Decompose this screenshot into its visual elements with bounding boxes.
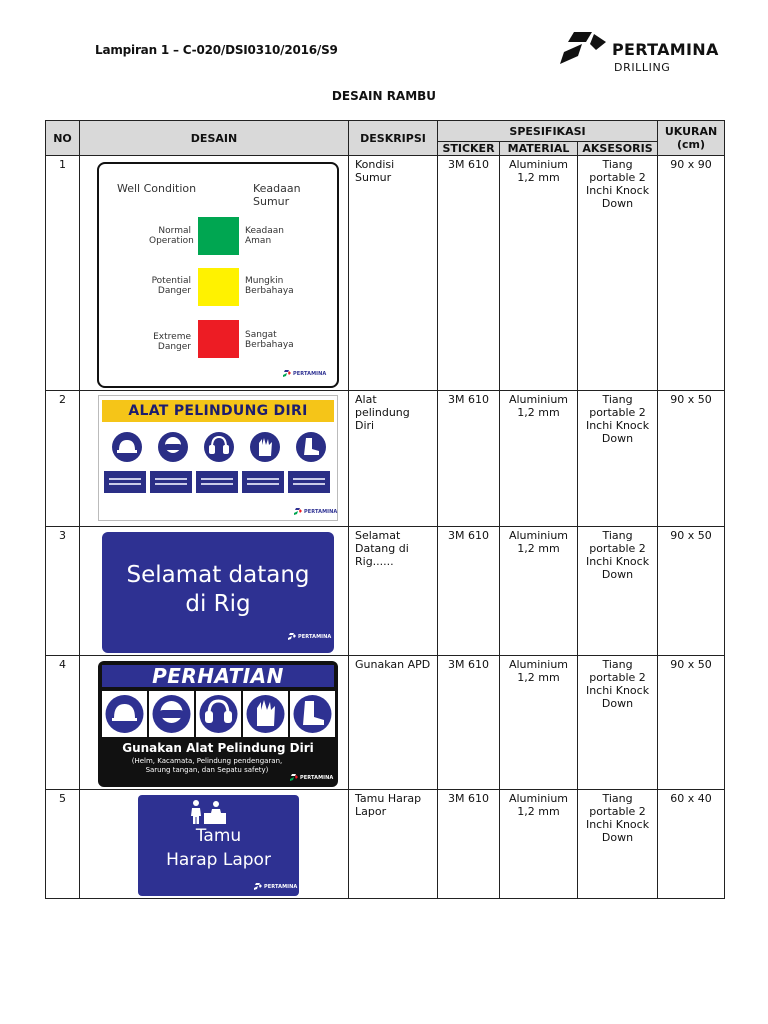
sticker: 3M 610 [438, 527, 500, 656]
ear-protection-icon [203, 431, 235, 463]
level-label-en: Normal Operation [149, 226, 194, 246]
size: 90 x 50 [658, 391, 725, 527]
description: Alat pelindung Diri [349, 391, 438, 527]
pertamina-logo-icon [294, 508, 302, 515]
sign-logo: PERTAMINA [288, 633, 331, 640]
accessories: Tiang portable 2 Inchi Knock Down [578, 527, 658, 656]
perhatian-title: PERHATIAN [102, 665, 334, 687]
row-number: 5 [46, 790, 80, 899]
material: Aluminium 1,2 mm [500, 790, 578, 899]
status-yellow-square [198, 268, 239, 306]
size: 60 x 40 [658, 790, 725, 899]
perhatian-slogan: Gunakan Alat Pelindung Diri [122, 741, 314, 755]
level-label-en: Extreme Danger [153, 332, 191, 352]
header-no: NO [46, 121, 80, 156]
description: Selamat Datang di Rig...... [349, 527, 438, 656]
level-label-id: Sangat Berbahaya [245, 330, 294, 350]
row-number: 4 [46, 656, 80, 790]
ppe-label-box [150, 471, 192, 493]
logo-subtitle: DRILLING [614, 61, 671, 74]
header-ukuran: UKURAN (cm) [658, 121, 725, 156]
material: Aluminium 1,2 mm [500, 156, 578, 391]
ppe-label-box [104, 471, 146, 493]
gloves-icon [249, 431, 281, 463]
accessories: Tiang portable 2 Inchi Knock Down [578, 790, 658, 899]
header-deskripsi: DESKRIPSI [349, 121, 438, 156]
description: Gunakan APD [349, 656, 438, 790]
accessories: Tiang portable 2 Inchi Knock Down [578, 156, 658, 391]
apd-sign [98, 395, 338, 521]
sticker: 3M 610 [438, 790, 500, 899]
pertamina-logo-icon [254, 883, 262, 890]
perhatian-note: (Helm, Kacamata, Pelindung pendengaran, Sarung tangan, dan Sepatu safety) [131, 757, 283, 774]
design-cell [80, 156, 349, 391]
sign-logo: PERTAMINA [283, 370, 326, 377]
sticker: 3M 610 [438, 656, 500, 790]
table-row [46, 156, 725, 391]
visitor-sign [138, 795, 299, 896]
level-label-id: Mungkin Berbahaya [245, 276, 294, 296]
visitor-line-1: Tamu [195, 826, 242, 846]
design-cell [80, 527, 349, 656]
welcome-line-1: Selamat datang [126, 562, 310, 588]
row-number: 1 [46, 156, 80, 391]
size: 90 x 50 [658, 527, 725, 656]
header-material: MATERIAL [500, 142, 578, 156]
pertamina-logo-icon [560, 32, 608, 68]
pertamina-logo-icon [290, 774, 298, 781]
table-row [46, 527, 725, 656]
description: Tamu Harap Lapor [349, 790, 438, 899]
safety-goggles-icon [157, 431, 189, 463]
table-row [46, 656, 725, 790]
visitor-report-icon [188, 799, 228, 825]
design-cell [80, 656, 349, 790]
design-cell [80, 790, 349, 899]
row-number: 3 [46, 527, 80, 656]
header-sticker: STICKER [438, 142, 500, 156]
logo-name: PERTAMINA [612, 40, 719, 59]
sign-logo: PERTAMINA [254, 883, 297, 890]
safety-boots-icon [295, 431, 327, 463]
material: Aluminium 1,2 mm [500, 656, 578, 790]
sticker: 3M 610 [438, 156, 500, 391]
header-desain: DESAIN [80, 121, 349, 156]
sticker: 3M 610 [438, 391, 500, 527]
level-label-id: Keadaan Aman [245, 226, 284, 246]
well-title-en: Well Condition [117, 182, 197, 195]
pertamina-logo-icon [288, 633, 296, 640]
sign-design-table [45, 120, 725, 899]
accessories: Tiang portable 2 Inchi Knock Down [578, 391, 658, 527]
design-cell [80, 391, 349, 527]
document-reference: Lampiran 1 – C-020/DSI0310/2016/S9 [95, 43, 338, 57]
size: 90 x 90 [658, 156, 725, 391]
gloves-icon [243, 691, 288, 737]
perhatian-sign [98, 661, 338, 787]
row-number: 2 [46, 391, 80, 527]
visitor-line-2: Harap Lapor [166, 850, 271, 870]
status-green-square [198, 217, 239, 255]
document-title: DESAIN RAMBU [331, 89, 437, 103]
welcome-line-2: di Rig [185, 591, 251, 617]
size: 90 x 50 [658, 656, 725, 790]
apd-sign-title: ALAT PELINDUNG DIRI [102, 400, 334, 422]
welcome-sign [102, 532, 334, 653]
ppe-label-box [196, 471, 238, 493]
safety-boots-icon [290, 691, 335, 737]
pertamina-logo [560, 30, 720, 76]
status-red-square [198, 320, 239, 358]
sign-logo: PERTAMINA [294, 508, 337, 515]
level-label-en: Potential Danger [151, 276, 191, 296]
material: Aluminium 1,2 mm [500, 527, 578, 656]
header-spesifikasi: SPESIFIKASI [438, 121, 658, 142]
well-title-id: Keadaan Sumur [253, 182, 301, 208]
header-aksesoris: AKSESORIS [578, 142, 658, 156]
accessories: Tiang portable 2 Inchi Knock Down [578, 656, 658, 790]
description: Kondisi Sumur [349, 156, 438, 391]
sign-logo: PERTAMINA [290, 774, 333, 781]
well-condition-sign [97, 162, 339, 388]
pertamina-logo-icon [283, 370, 291, 377]
ppe-label-box [288, 471, 330, 493]
ear-protection-icon [196, 691, 241, 737]
helmet-icon [102, 691, 147, 737]
table-row [46, 391, 725, 527]
helmet-icon [111, 431, 143, 463]
material: Aluminium 1,2 mm [500, 391, 578, 527]
ppe-label-box [242, 471, 284, 493]
safety-goggles-icon [149, 691, 194, 737]
table-row [46, 790, 725, 899]
